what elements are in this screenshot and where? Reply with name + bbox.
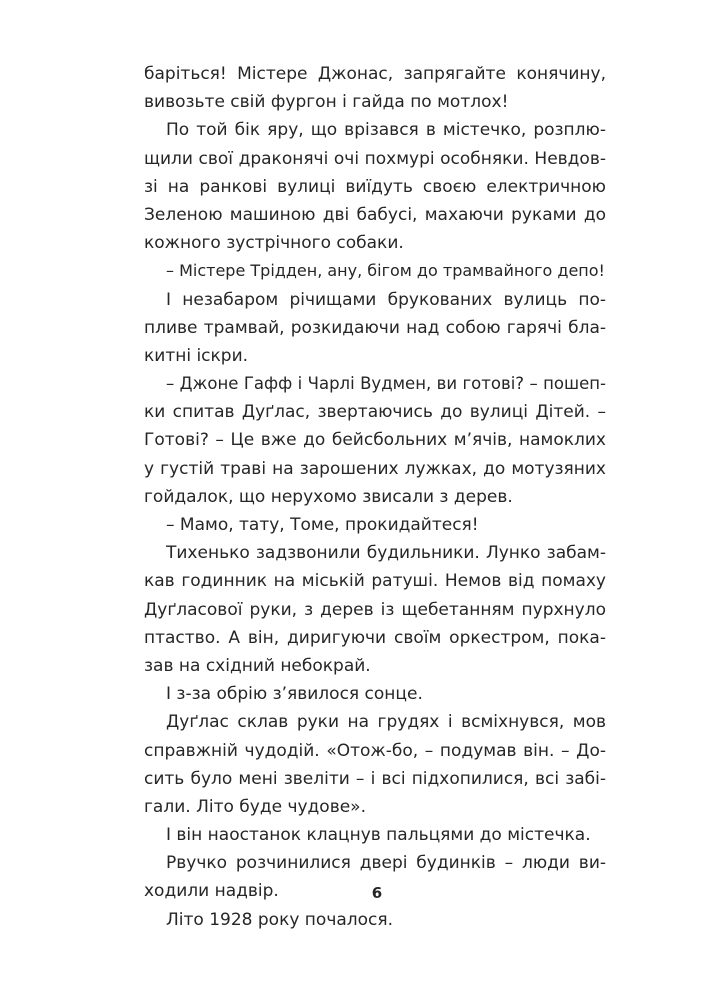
text-line: вивозьте свій фургон і гайда по мотлох! — [144, 92, 509, 113]
text-line: – Джоне Гафф і Чарлі Вудмен, ви готові? – пошеп- — [166, 374, 606, 394]
text-line: – Мамо, тату, Томе, прокидайтеся! — [166, 515, 479, 535]
text-line: ки спитав Дуґлас, звертаючись до вулиці Дітей. – — [144, 402, 606, 423]
text-line: Рвучко розчинилися двері будинків – люди ви- — [166, 853, 606, 874]
text-line: Дуґлас склав руки на грудях і всміхнувся, мов — [166, 712, 606, 733]
text-line: справжній чудодій. «Отож-бо, – подумав він. – До- — [144, 740, 606, 761]
page-body-text — [144, 60, 606, 934]
page-number: 6 — [371, 884, 383, 902]
text-line: ходили надвір. — [144, 881, 279, 902]
text-line: І з-за обрію з’явилося сонце. — [166, 684, 423, 705]
text-line: Тихенько задзвонили будильники. Лунко забам- — [166, 543, 606, 564]
text-line: Зеленою машиною дві бабусі, махаючи руками до — [144, 204, 606, 225]
text-line: китні іскри. — [144, 345, 249, 366]
text-line: птаство. А він, диригуючи своїм оркестром, пока- — [144, 627, 606, 648]
text-line: Готові? – Це вже до бейсбольних м’ячів, намоклих — [144, 430, 606, 451]
text-line: кав годинник на міській ратуші. Немов від помаху — [144, 571, 606, 592]
text-line: щили свої драконячі очі похмурі особняки. Невдов- — [144, 148, 606, 169]
text-line: гойдалок, що нерухомо звисали з дерев. — [144, 486, 513, 507]
text-line: гали. Літо буде чудове». — [144, 796, 366, 817]
text-line: зав на східний небокрай. — [144, 655, 371, 676]
text-line: І він наостанок клацнув пальцями до містечка. — [166, 825, 591, 846]
text-line: кожного зустрічного собаки. — [144, 233, 404, 254]
text-line: сить було мені звеліти – і всі підхопилися, всі забі- — [144, 768, 606, 789]
text-line: – Містере Трідден, ану, бігом до трамвайного депо! — [166, 261, 605, 281]
text-line: Дуґласової руки, з дерев із щебетанням пурхнуло — [144, 599, 606, 620]
text-line: зі на ранкові вулиці виїдуть своєю електричною — [144, 176, 606, 197]
text-line: І незабаром річищами брукованих вулиць по- — [166, 289, 606, 310]
text-line: Літо 1928 року почалося. — [166, 909, 394, 930]
text-line: баріться! Містере Джонас, запрягайте конячину, — [144, 64, 606, 84]
text-line: По той бік яру, що врізався в містечко, розплю- — [166, 120, 606, 141]
text-line: пливе трамвай, розкидаючи над собою гарячі бла- — [144, 317, 606, 338]
text-line: у густій траві на зарошених лужках, до мотузяних — [144, 458, 606, 479]
